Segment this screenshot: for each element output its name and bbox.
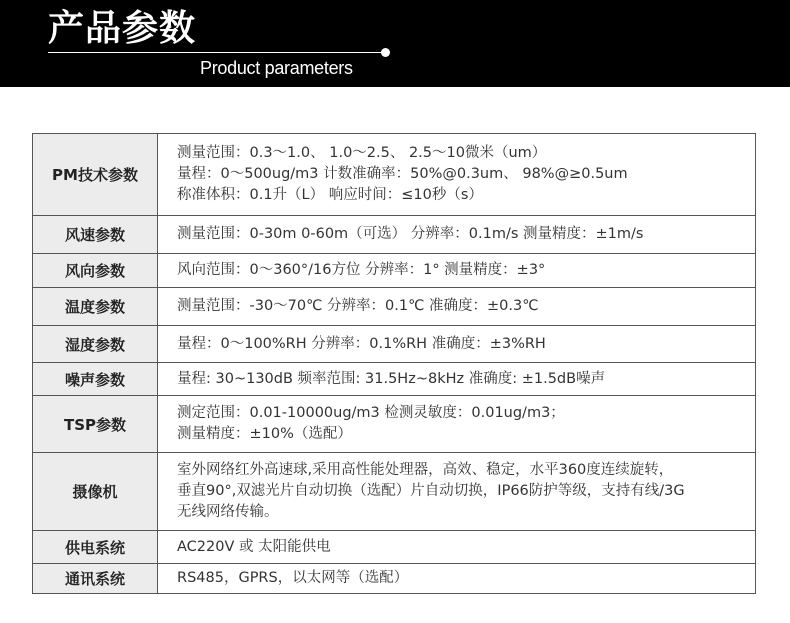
row-value [158,326,756,363]
title-underline [48,52,385,53]
table-row-power [33,531,756,564]
value-line: 测量精度：±10%（选配） [177,426,352,442]
row-value [158,254,756,288]
value-line: 室外网络红外高速球,采用高性能处理器，高效、稳定，水平360度连续旋转， [177,462,674,478]
table-row-temperature [33,288,756,326]
row-value [158,396,756,453]
header-banner [0,0,790,87]
row-label: 噪声参数 [33,363,158,396]
table-row-camera [33,453,756,531]
row-label: 供电系统 [33,531,158,564]
row-label: 风向参数 [33,254,158,288]
value-line: 量程: 30~130dB 频率范围: 31.5Hz~8kHz 准确度: ±1.5dB噪声 [177,370,606,387]
table-row-tsp [33,396,756,453]
value-line: RS485，GPRS，以太网等（选配） [177,570,409,586]
row-label: 摄像机 [33,453,158,531]
row-label: TSP参数 [33,396,158,453]
value-line: 测量范围：0.3～1.0、 1.0～2.5、 2.5～10微米（um） [177,145,547,161]
page-subtitle: Product parameters [200,58,353,78]
table-row-wind-speed [33,216,756,254]
value-line: 量程：0～500ug/m3 计数准确率：50%@0.3um、 98%@≥0.5um [177,166,628,182]
row-value [158,216,756,254]
table-row-humidity [33,326,756,363]
page-title: 产品参数 [48,8,197,49]
row-label: PM技术参数 [33,134,158,216]
row-value [158,134,756,216]
table-row-communication [33,564,756,594]
value-line: 无线网络传输。 [177,504,279,520]
row-label: 风速参数 [33,216,158,254]
value-line: 垂直90°,双滤光片自动切换（选配）片自动切换，IP66防护等级，支持有线/3G [177,483,685,499]
table-row-wind-direction [33,254,756,288]
row-value [158,363,756,396]
table-row-noise [33,363,756,396]
parameters-table [32,133,756,594]
row-value [158,531,756,564]
row-value [158,453,756,531]
value-line: 称准体积：0.1升（L） 响应时间：≤10秒（s） [177,187,483,203]
underline-dot [381,48,390,57]
value-line: 风向范围：0～360°/16方位 分辨率：1° 测量精度：±3° [177,262,546,278]
row-label: 温度参数 [33,288,158,326]
row-label: 通讯系统 [33,564,158,594]
value-line: 测量范围：-30～70℃ 分辨率：0.1℃ 准确度：±0.3℃ [177,298,539,314]
value-line: 量程：0～100%RH 分辨率：0.1%RH 准确度：±3%RH [177,335,546,352]
row-value [158,288,756,326]
value-line: 测量范围：0-30m 0-60m（可选） 分辨率：0.1m/s 测量精度：±1m/s [177,226,644,242]
row-value [158,564,756,594]
table-row-pm [33,134,756,216]
value-line: AC220V 或 太阳能供电 [177,538,331,555]
row-label: 湿度参数 [33,326,158,363]
value-line: 测定范围：0.01-10000ug/m3 检测灵敏度：0.01ug/m3； [177,405,565,421]
